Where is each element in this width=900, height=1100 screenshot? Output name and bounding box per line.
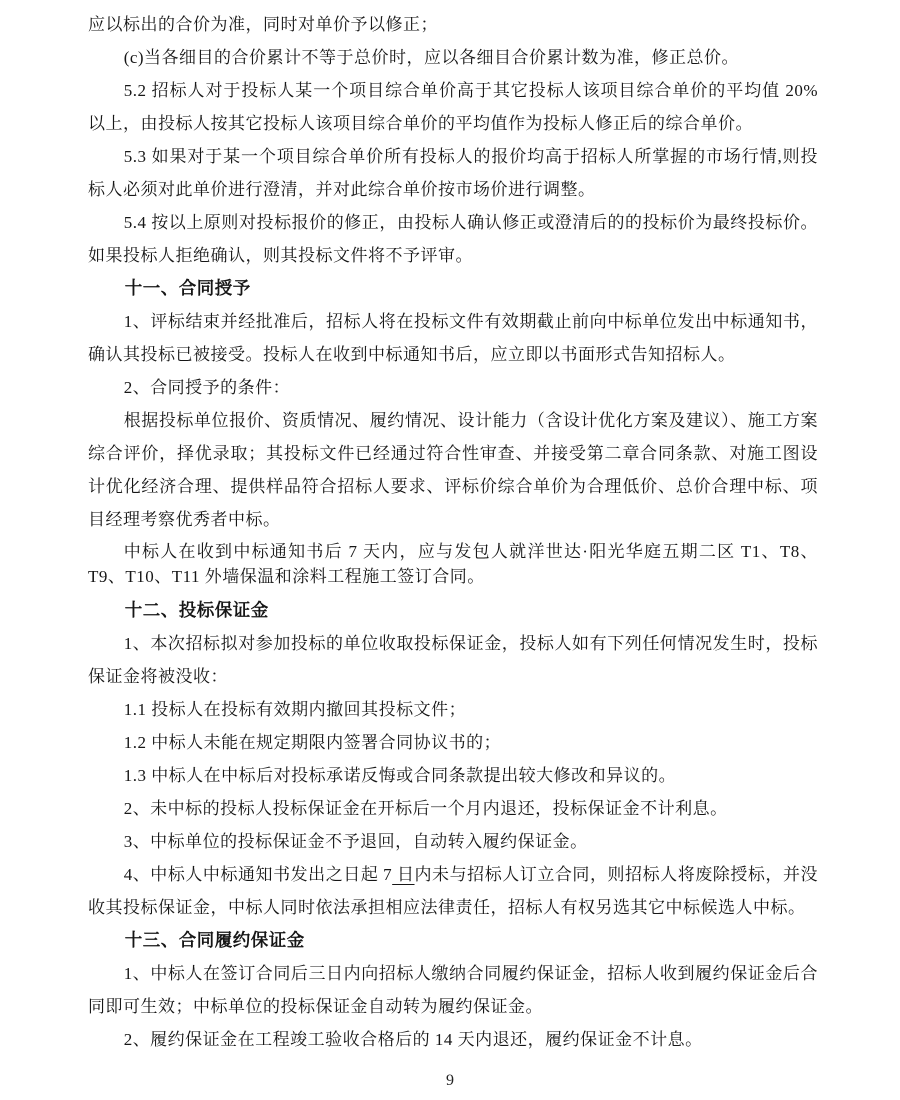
- text-run: 1.3 中标人在中标后对投标承诺反悔或合同条款提出较大修改和异议的。: [123, 766, 677, 785]
- paragraph: [88, 726, 818, 759]
- paragraph: [88, 693, 818, 726]
- paragraph: [88, 1023, 818, 1056]
- text-run: 3、中标单位的投标保证金不予退回，自动转入履约保证金。: [123, 832, 588, 851]
- text-run: 2、合同授予的条件：: [123, 378, 291, 397]
- text-run: 2、未中标的投标人投标保证金在开标后一个月内退还，投标保证金不计利息。: [123, 799, 728, 818]
- paragraph: [88, 371, 818, 404]
- text-run: 内未与招标人订立合同，则招标人将废除授标，并没收其投标保证金，中标人同时依法承担相应法律责任，招标人有权另选其它中标候选人中标。: [88, 865, 819, 917]
- paragraph: [88, 539, 818, 589]
- paragraph: [88, 74, 818, 140]
- text-run: 5.4 按以上原则对投标报价的修正，由投标人确认修正或澄清后的的投标价为最终投标价。如果投标人拒绝确认，则其投标文件将不予评审。: [88, 213, 818, 265]
- text-run: 1、评标结束并经批准后，招标人将在投标文件有效期截止前向中标单位发出中标通知书，确认其投标已被接受。投标人在收到中标通知书后，应立即以书面形式告知招标人。: [88, 312, 818, 364]
- paragraph: [88, 627, 818, 693]
- paragraph: [88, 305, 818, 371]
- text-run: 5.3 如果对于某一个项目综合单价所有投标人的报价均高于招标人所掌握的市场行情,则投标人必须对此单价进行澄清，并对此综合单价按市场价进行调整。: [88, 147, 818, 199]
- paragraph: [88, 792, 818, 825]
- text-run: 根据投标单位报价、资质情况、履约情况、设计能力（含设计优化方案及建议）、施工方案综合评价，择优录取；其投标文件已经通过符合性审查、并接受第二章合同条款、对施工图设计优化经济合理、提供样品符合招标人要求、评标价综合单价为合理低价、总价合理中标、项目经理考察优秀者中标。: [88, 411, 818, 529]
- paragraph: [88, 140, 818, 206]
- text-run: 5.2 招标人对于投标人某一个项目综合单价高于其它投标人该项目综合单价的平均值 20%以上，由投标人按其它投标人该项目综合单价的平均值作为投标人修正后的综合单价。: [88, 81, 818, 133]
- paragraph: [88, 404, 818, 536]
- text-run: 应以标出的合价为准，同时对单价予以修正；: [88, 15, 438, 34]
- document-body: [88, 8, 818, 1056]
- text-run: 1.2 中标人未能在规定期限内签署合同协议书的；: [123, 733, 502, 752]
- paragraph: [88, 957, 818, 1023]
- section-heading: 十三、合同履约保证金: [124, 930, 305, 950]
- page-number: 9: [446, 1072, 454, 1089]
- text-run: 4、中标人中标通知书发出之日起 7: [123, 865, 393, 884]
- text-run: 2、履约保证金在工程竣工验收合格后的 14 天内退还，履约保证金不计息。: [123, 1030, 703, 1049]
- text-run: (c)当各细目的合价累计不等于总价时，应以各细目合价累计数为准，修正总价。: [123, 48, 740, 67]
- paragraph: [88, 8, 818, 41]
- section-heading: 十二、投标保证金: [124, 600, 269, 620]
- paragraph: [88, 825, 818, 858]
- text-run: 1、本次招标拟对参加投标的单位收取投标保证金，投标人如有下列任何情况发生时，投标保证金将被没收：: [88, 634, 818, 686]
- underlined-text: 日: [392, 865, 415, 884]
- text-run: 1.1 投标人在投标有效期内撤回其投标文件；: [123, 700, 467, 719]
- paragraph: [88, 41, 818, 74]
- text-run: 中标人在收到中标通知书后 7 天内，应与发包人就洋世达·阳光华庭五期二区 T1、T8、T9、T10、T11 外墙保温和涂料工程施工签订合同。: [88, 542, 818, 586]
- paragraph: [88, 858, 818, 924]
- paragraph: [88, 206, 818, 272]
- paragraph: [88, 759, 818, 792]
- text-run: 1、中标人在签订合同后三日内向招标人缴纳合同履约保证金，招标人收到履约保证金后合同即可生效；中标单位的投标保证金自动转为履约保证金。: [88, 964, 818, 1016]
- section-heading: 十一、合同授予: [124, 278, 251, 298]
